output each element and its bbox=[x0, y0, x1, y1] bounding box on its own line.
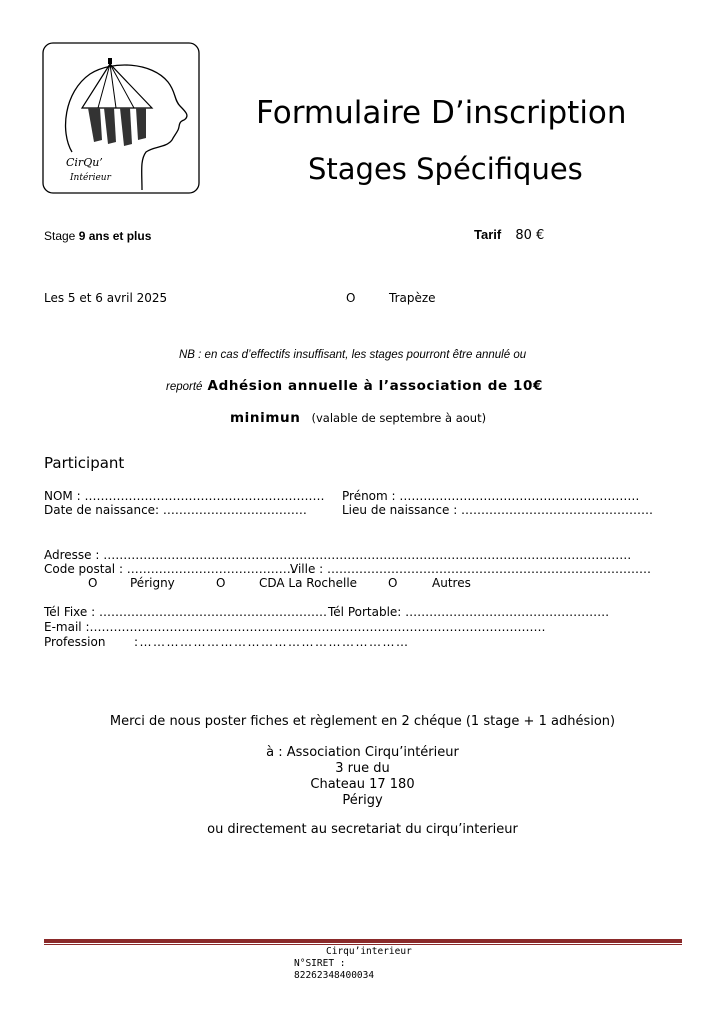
mail-line1: Merci de nous poster fiches et règlement en 2 chéque (1 stage + 1 adhésion) bbox=[109, 714, 616, 729]
notice-adhesion: Adhésion annuelle à l’association de 10€ bbox=[207, 378, 543, 394]
notice-line3 bbox=[230, 407, 486, 426]
profession-field[interactable]: :…………………………………………………… bbox=[134, 635, 410, 649]
trapeze-option-label: Trapèze bbox=[389, 291, 436, 305]
email-field[interactable]: E-mail :…………………………………………………………………………………………………… bbox=[44, 620, 546, 634]
profession-label: Profession bbox=[44, 635, 106, 649]
footer-siret-label: N°SIRET : bbox=[294, 958, 346, 969]
page-title: Formulaire D’inscription bbox=[256, 95, 627, 131]
nom-field[interactable]: NOM : …………………………………………………… bbox=[44, 489, 325, 503]
stage-prefix: Stage bbox=[44, 229, 76, 243]
logo-text-1: CirQu’ bbox=[66, 156, 103, 169]
notice-minimun: minimun bbox=[230, 410, 301, 426]
notice-line1: NB : en cas d’effectifs insuffisant, les stages pourront être annulé ou bbox=[179, 349, 527, 361]
prenom-field[interactable]: Prénom : …………………………………………………… bbox=[342, 489, 640, 503]
mobile-field[interactable]: Tél Portable: …………………………………………… bbox=[328, 605, 610, 619]
participant-heading: Participant bbox=[44, 454, 125, 472]
option-cda-label: CDA La Rochelle bbox=[259, 576, 358, 590]
option-perigny-label: Périgny bbox=[130, 576, 175, 590]
city-field[interactable]: Ville : ……………………………………………………………………… bbox=[290, 562, 652, 576]
notice-line2 bbox=[166, 375, 543, 394]
footer-rule bbox=[44, 939, 682, 943]
mail-line3: 3 rue du bbox=[335, 761, 390, 776]
stage-dates: Les 5 et 6 avril 2025 bbox=[44, 291, 168, 305]
option-perigny-mark[interactable]: O bbox=[88, 576, 98, 590]
tarif-label: Tarif bbox=[474, 227, 502, 242]
trapeze-option-mark[interactable]: O bbox=[346, 291, 356, 305]
birthdate-field[interactable]: Date de naissance: ……………………………… bbox=[44, 503, 307, 517]
phone-field[interactable]: Tél Fixe : ………………………………………………… bbox=[44, 605, 327, 619]
page-subtitle: Stages Spécifiques bbox=[308, 152, 583, 186]
mail-line5: Périgy bbox=[342, 793, 383, 808]
logo-text-2: Intérieur bbox=[70, 173, 111, 183]
footer-rule-thin bbox=[44, 944, 682, 945]
mail-line6: ou directement au secretariat du cirqu’interieur bbox=[207, 822, 518, 837]
address-field[interactable]: Adresse : …………………………………………………………………………………………………………………… bbox=[44, 548, 632, 562]
mail-line2: à : Association Cirqu’intérieur bbox=[266, 745, 459, 760]
notice-valable: (valable de septembre à aout) bbox=[311, 411, 487, 425]
mail-line4: Chateau 17 180 bbox=[310, 777, 415, 792]
postal-code-field[interactable]: Code postal : …………………………………… bbox=[44, 562, 295, 576]
footer-name: Cirqu’interieur bbox=[326, 946, 412, 957]
option-autres-label: Autres bbox=[432, 576, 471, 590]
tarif bbox=[474, 227, 544, 243]
tarif-value: 80 € bbox=[515, 228, 545, 243]
notice-reporte: reporté bbox=[166, 381, 203, 393]
footer-siret: 82262348400034 bbox=[294, 970, 375, 981]
stage-age: 9 ans et plus bbox=[78, 229, 152, 243]
logo bbox=[42, 42, 200, 194]
birthplace-field[interactable]: Lieu de naissance : ………………………………………… bbox=[342, 503, 654, 517]
stage-line bbox=[44, 229, 151, 243]
option-autres-mark[interactable]: O bbox=[388, 576, 398, 590]
option-cda-mark[interactable]: O bbox=[216, 576, 226, 590]
